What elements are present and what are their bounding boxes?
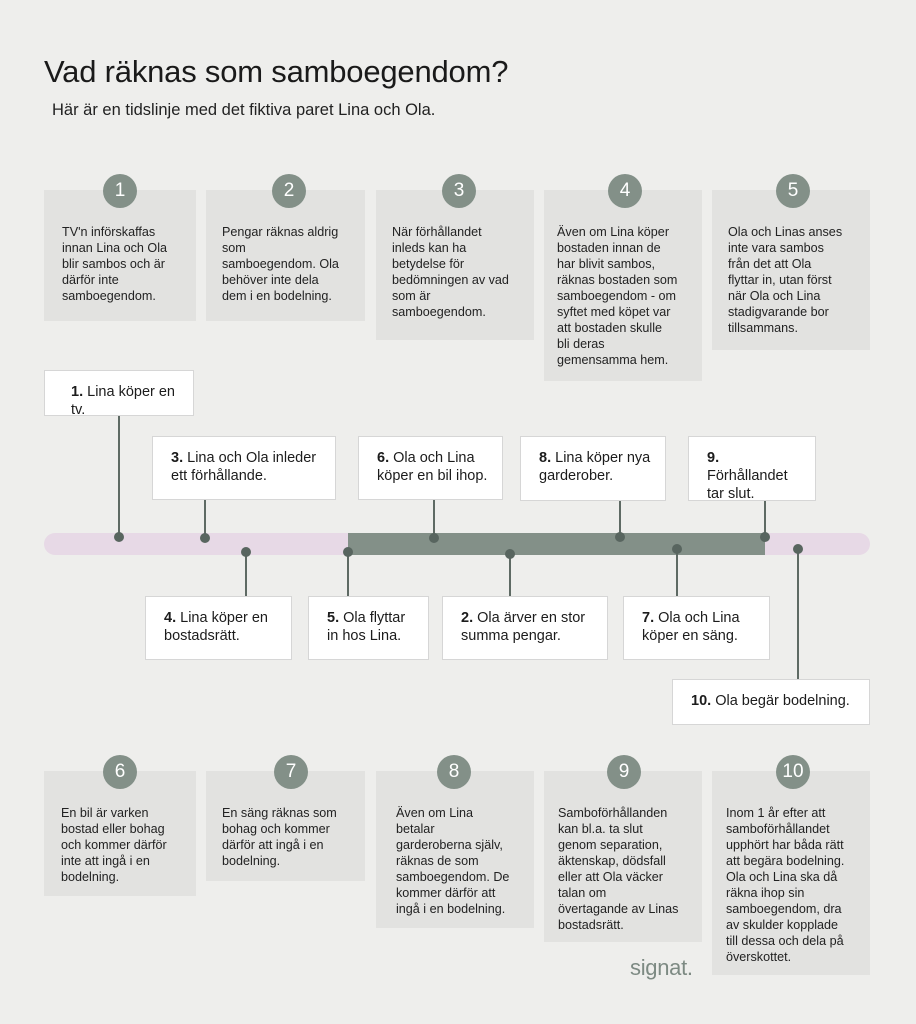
explanation-card-2 <box>206 190 365 321</box>
number-badge-4: 4 <box>608 174 642 208</box>
number-badge-8: 8 <box>437 755 471 789</box>
timeline-event-2 <box>442 596 608 660</box>
event-text: Ola ärver en stor summa pengar. <box>461 610 586 644</box>
number-badge-7: 7 <box>274 755 308 789</box>
page-title: Vad räknas som samboegendom? <box>44 54 509 89</box>
page-subtitle: Här är en tidslinje med det fiktiva paret Lina och Ola. <box>52 101 436 119</box>
timeline-event-10 <box>672 679 870 725</box>
timeline-event-8 <box>520 436 666 501</box>
explanation-text: En säng räknas som bohag och kommer därför att ingå i en bodelning. <box>222 806 337 868</box>
event-text: Ola och Lina köper en säng. <box>642 610 740 644</box>
timeline-dot-6 <box>429 533 439 543</box>
timeline-dot-4 <box>241 547 251 557</box>
timeline-dot-2 <box>505 549 515 559</box>
explanation-text: En bil är varken bostad eller bohag och kommer därför inte att ingå i en bodelning. <box>61 806 167 884</box>
number-badge-1: 1 <box>103 174 137 208</box>
explanation-text: TV'n införskaffas innan Lina och Ola blir sambos och är därför inte samboegendom. <box>62 225 168 303</box>
explanation-text: Även om Lina betalar garderoberna själv, räknas de som samboegendom. De kommer därför att ingå i en bodelning. <box>396 806 510 916</box>
explanation-text: Ola och Linas anses inte vara sambos från det att Ola flyttar in, utan först när Ola och Lina stadigvarande bor tillsammans. <box>728 225 843 335</box>
timeline-dot-7 <box>672 544 682 554</box>
number-badge-5: 5 <box>776 174 810 208</box>
event-number: 5. <box>327 610 340 626</box>
number-badge-6: 6 <box>103 755 137 789</box>
event-text: Ola och Lina köper en bil ihop. <box>377 450 488 484</box>
explanation-text: Samboförhållanden kan bl.a. ta slut genom separation, äktenskap, dödsfall eller att Ola väcker talan om övertagande av Linas bostadsrätt. <box>558 806 679 932</box>
connector-line <box>509 554 511 596</box>
event-text: Ola flyttar in hos Lina. <box>327 610 406 644</box>
timeline-event-5 <box>308 596 429 660</box>
event-number: 10. <box>691 693 712 709</box>
timeline-event-1 <box>44 370 194 416</box>
explanation-card-6 <box>44 771 196 896</box>
connector-line <box>118 415 120 537</box>
event-number: 7. <box>642 610 655 626</box>
explanation-card-3 <box>376 190 534 340</box>
event-text: Ola begär bodelning. <box>715 693 850 709</box>
explanation-card-5 <box>712 190 870 350</box>
explanation-text: Pengar räknas aldrig som samboegendom. Ola behöver inte dela dem i en bodelning. <box>222 225 339 303</box>
timeline-dot-10 <box>793 544 803 554</box>
signat-logo: signat. <box>630 955 693 980</box>
event-number: 6. <box>377 450 390 466</box>
event-number: 2. <box>461 610 474 626</box>
event-text: Lina köper nya garderober. <box>539 450 651 484</box>
event-number: 4. <box>164 610 177 626</box>
event-number: 9. <box>707 450 720 466</box>
timeline-dot-5 <box>343 547 353 557</box>
timeline-event-4 <box>145 596 292 660</box>
timeline-dot-8 <box>615 532 625 542</box>
timeline-dot-9 <box>760 532 770 542</box>
event-number: 1. <box>71 384 84 400</box>
explanation-card-9 <box>544 771 702 942</box>
event-number: 3. <box>171 450 184 466</box>
explanation-card-4 <box>544 190 702 381</box>
timeline-event-9 <box>688 436 816 501</box>
explanation-card-1 <box>44 190 196 321</box>
number-badge-9: 9 <box>607 755 641 789</box>
event-text: Lina och Ola inleder ett förhållande. <box>171 450 317 484</box>
connector-line <box>676 549 678 596</box>
explanation-text: När förhållandet inleds kan ha betydelse för bedömningen av vad som är samboegendom. <box>392 225 509 319</box>
event-text: Förhållandet tar slut. <box>707 468 788 502</box>
explanation-text: Även om Lina köper bostaden innan de har blivit sambos, räknas bostaden som samboegendom - om syftet med köpet var att bostaden skulle bli deras gemensamma hem. <box>557 225 678 367</box>
event-text: Lina köper en tv. <box>71 384 175 418</box>
timeline-dot-3 <box>200 533 210 543</box>
explanation-card-8 <box>376 771 534 928</box>
timeline-event-6 <box>358 436 503 500</box>
connector-line <box>245 551 247 596</box>
timeline-event-7 <box>623 596 770 660</box>
timeline-dot-1 <box>114 532 124 542</box>
connector-line <box>797 549 799 679</box>
number-badge-2: 2 <box>272 174 306 208</box>
cohabitation-period-bar <box>348 533 765 555</box>
explanation-text: Inom 1 år efter att samboförhållandet upphört har båda rätt att begära bodelning. Ola och Lina ska då räkna ihop sin samboegendom, dra av skulder kopplade till dessa och dela på överskottet. <box>726 806 845 964</box>
event-text: Lina köper en bostadsrätt. <box>164 610 268 644</box>
connector-line <box>347 551 349 596</box>
explanation-card-10 <box>712 771 870 975</box>
number-badge-10: 10 <box>776 755 810 789</box>
timeline-event-3 <box>152 436 336 500</box>
event-number: 8. <box>539 450 552 466</box>
number-badge-3: 3 <box>442 174 476 208</box>
